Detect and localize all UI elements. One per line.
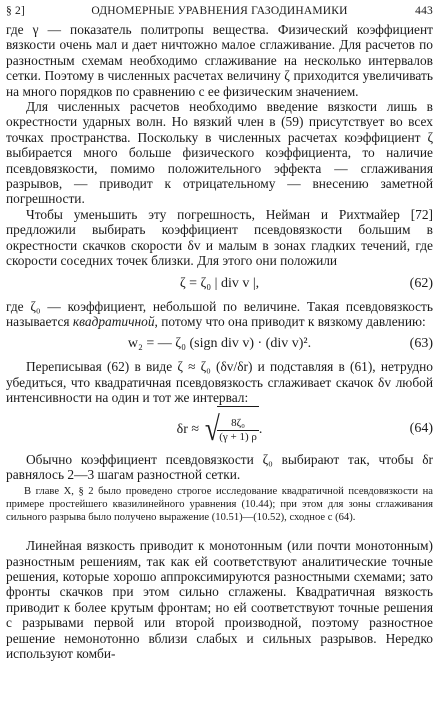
equation-62-number: (62) (409, 275, 433, 291)
equation-64-numerator: 8ζ₀ (217, 417, 259, 431)
spacer (6, 524, 433, 538)
paragraph-neumann-richtmyer: Чтобы уменьшить эту погрешность, Нейман и Рихтмайер [72] предложили выбирать коэффициент псевдовязкости большим в окрестности скачков скорости δv и малым в зонах гладких течений, где скорости соседних точек близки. Для этого они положили (6, 206, 433, 269)
paragraph-viscosity-intro: где γ — показатель политропы вещества. Физический коэффициент вязкости очень мал и дает ничтожно малое сглаживание. Для расчетов по разностным схемам необходимо сглаживание на несколько интервалов сетки. Поэтому в численных расчетах величину ζ приходится увеличивать на много порядков по сравнению с ее физическим значением. (6, 22, 433, 99)
equation-64-denominator: (γ + 1) ρ (219, 430, 257, 443)
paragraph-coefficient-choice: Обычно коэффициент псевдовязкости ζ₀ выбирают так, чтобы δr равнялось 2—3 шагам разностной сетки. (6, 451, 433, 482)
page-number: 443 (415, 5, 433, 17)
paragraph-quadratic-viscosity-end: , потому что она приводит к вязкому давлению: (154, 313, 426, 329)
equation-64-number: (64) (409, 420, 433, 436)
equation-64 (6, 406, 433, 452)
equation-62 (6, 269, 433, 299)
paragraph-quadratic-viscosity-start: где ζ₀ — коэффициент, небольшой по величине. Такая псевдовязкость называется (6, 298, 433, 329)
equation-62-expression: ζ = ζ₀ | div v |, (179, 275, 260, 291)
equation-63 (6, 329, 433, 359)
sqrt-symbol: √ (204, 410, 220, 448)
paragraph-linear-viscosity: Линейная вязкость приводит к монотонным (или почти монотонным) разностным решениям, так как ей соответствуют аналитические точные решения, которые хорошо аппроксимируются разностными схемами; зато фронты скачков при этом сильно сглажены. Квадратичная вязкость приводит к более крутым фронтам; но ей соответствуют точные решения с разрывами первой или второй производной, поэтому разностное решение немонотонно вблизи слабых и сильных разрывов. Нередко используют комби- (6, 538, 433, 661)
book-page (6, 0, 433, 661)
equation-64-fraction (217, 417, 259, 444)
equation-64-expression (6, 406, 433, 454)
equation-64-radicand (217, 406, 259, 454)
running-header (6, 0, 433, 22)
equation-64-tail: . (258, 421, 263, 437)
chapter-title: ОДНОМЕРНЫЕ УРАВНЕНИЯ ГАЗОДИНАМИКИ (91, 5, 348, 17)
footnote-chapter-reference: В главе X, § 2 было проведено строгое исследование квадратичной псевдовязкости на примере простейшего квазилинейного уравнения (10.44); при этом для зоны сглаживания сильного разрыва было получено выражение (10.51)—(10.52), сходное с (64). (6, 486, 433, 523)
paragraph-rewriting: Переписывая (62) в виде ζ ≈ ζ₀ (δv/δr) и подставляя в (61), нетрудно убедиться, что квадратичная псевдовязкость сглаживает скачок δv любой интенсивности на один и тот же интервал: (6, 359, 433, 406)
equation-63-expression: w₂ = — ζ₀ (sign div v) · (div v)². (127, 336, 312, 352)
paragraph-shock-viscosity: Для численных расчетов необходимо введение вязкости лишь в окрестности ударных волн. Но вязкий член в (59) присутствует во всех точках пространства. Поскольку в численных расчетах коэффициент ζ выбирается много больше физического коэффициента, то наличие псевдовязкости, помимо положительного эффекта — сглаживания разрывов, — приводит к отрицательному — внесению заметной погрешности. (6, 99, 433, 207)
paragraph-quadratic-viscosity (6, 299, 433, 330)
equation-63-number: (63) (409, 336, 433, 352)
section-marker: § 2] (6, 5, 26, 17)
equation-64-lhs: δr ≈ (176, 421, 200, 437)
term-quadratic: квадратичной (72, 313, 155, 329)
